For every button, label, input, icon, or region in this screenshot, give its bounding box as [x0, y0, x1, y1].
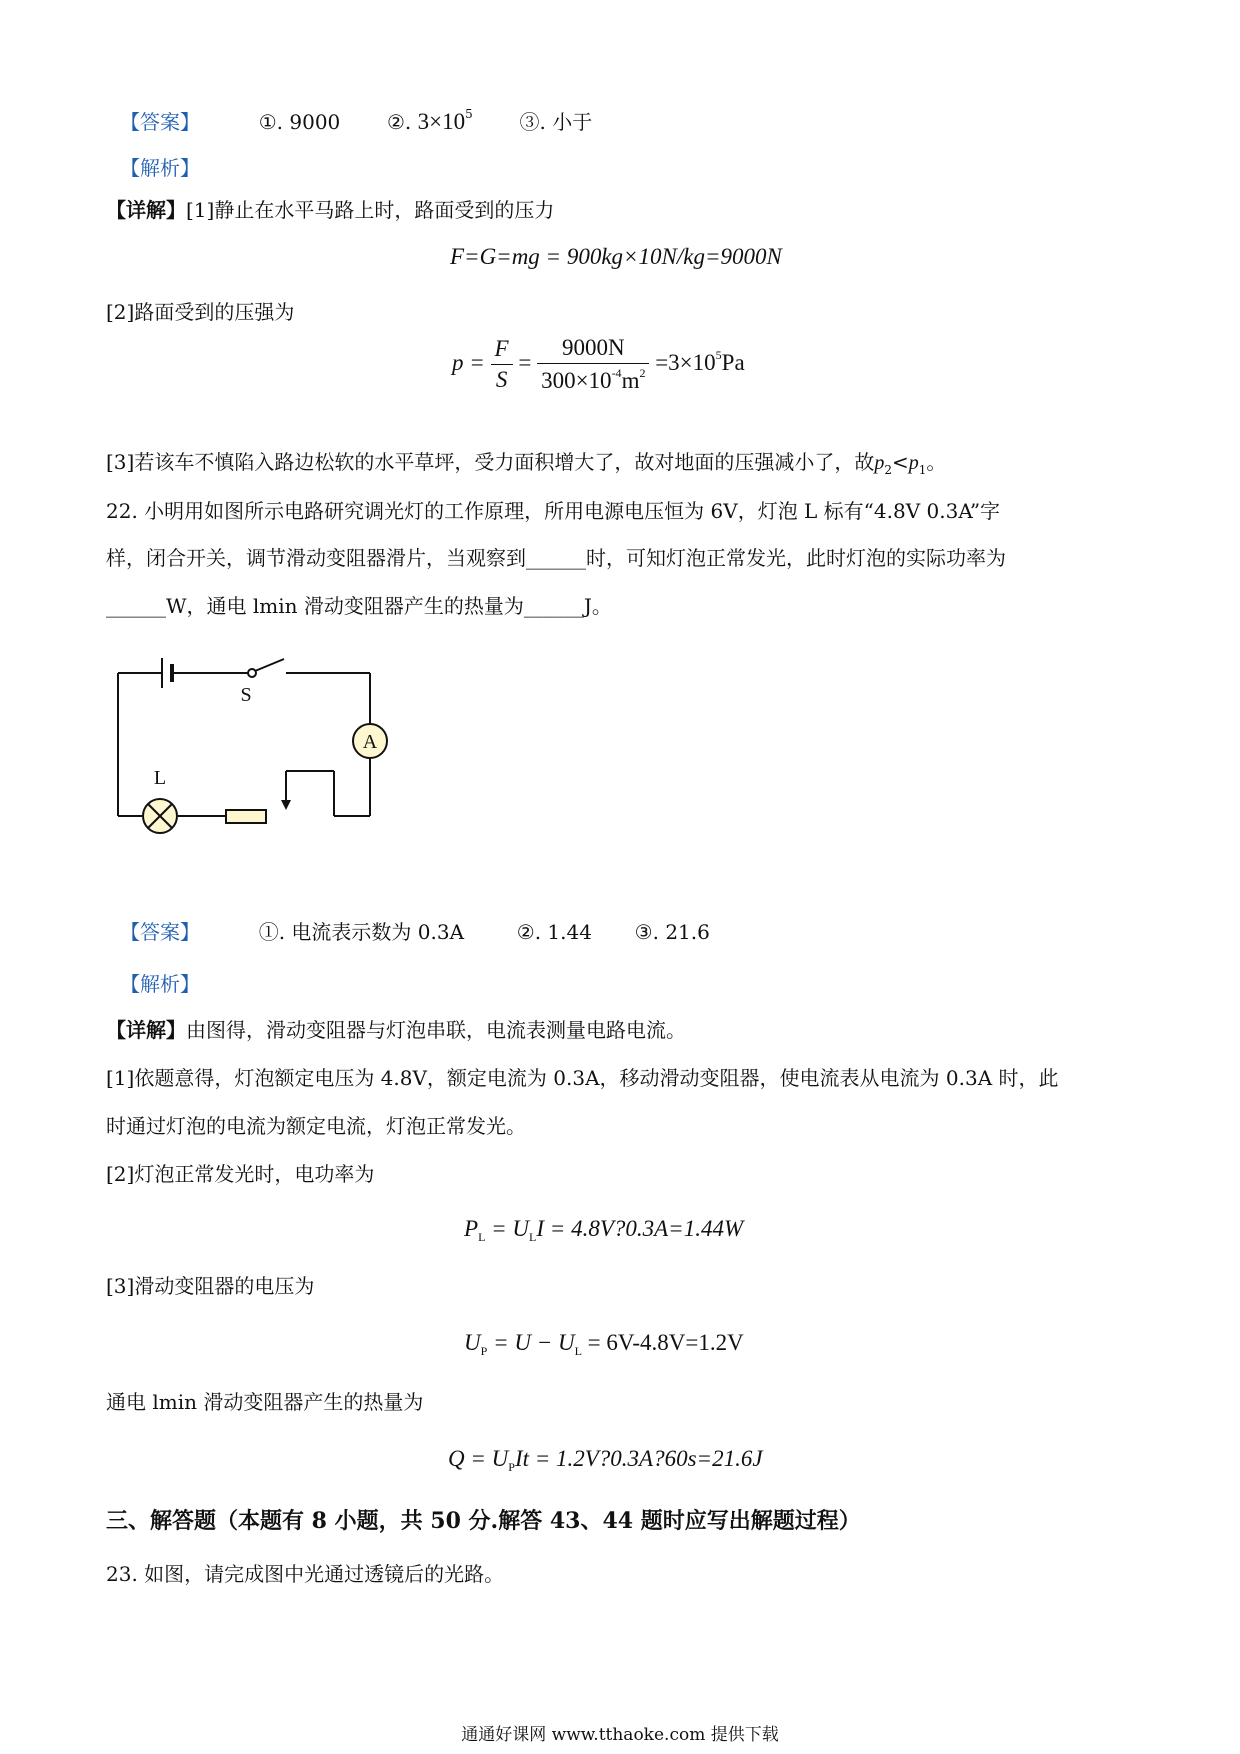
eq2-den-b: m	[621, 368, 640, 393]
q21-analysis-tag: 【解析】	[120, 156, 200, 180]
q22-equation-voltage	[464, 1330, 744, 1359]
eq3-mid: = U	[485, 1216, 530, 1241]
q22-analysis-tag: 【解析】	[120, 972, 200, 996]
answer-3: ③. 21.6	[634, 920, 710, 944]
eq2-den-exp: -4	[611, 366, 622, 380]
eq4-mid: = U − U	[487, 1330, 575, 1355]
lamp-label: L	[153, 767, 167, 789]
q22-line-3: ______W，通电 lmin 滑动变阻器产生的热量为______J。	[106, 594, 612, 618]
answer-1: ①. 电流表示数为 0.3A	[258, 920, 465, 944]
answer-2-exp: 5	[465, 107, 473, 121]
answer-2: ②. 1.44	[516, 920, 592, 944]
detail-1-text: [1]静止在水平马路上时，路面受到的压力	[186, 198, 555, 222]
eq2-den-exp2: 2	[639, 366, 646, 380]
answer-3: ③. 小于	[519, 110, 593, 134]
eq4-U-sub: P	[480, 1344, 488, 1358]
eq2-den-a: 300×10	[541, 368, 612, 393]
slider-arrow-icon	[281, 800, 291, 810]
detail-3-text: [3]若该车不慎陷入路边松软的水平草坪，受力面积增大了，故对地面的压强减小了，故	[106, 450, 875, 474]
eq2-num: 9000N	[537, 335, 649, 364]
q21-detail-2: [2]路面受到的压强为	[106, 300, 295, 324]
eq2-rhs-unit: Pa	[721, 349, 745, 375]
q22-detail-1a: [1]依题意得，灯泡额定电压为 4.8V，额定电流为 0.3A，移动滑动变阻器，使电流表从电流为 0.3A 时，此	[106, 1066, 1059, 1090]
p1-sub: 1	[918, 463, 927, 477]
q22-equation-power	[464, 1216, 743, 1245]
eq1-text: F=G=mg = 900kg×10N/kg=9000N	[450, 244, 782, 269]
q21-equation-pressure	[452, 335, 745, 394]
eq5-rest: It = 1.2V?0.3A?60s=21.6J	[514, 1446, 763, 1471]
eq2-frac-den: S	[495, 367, 508, 392]
eq5-sub: P	[508, 1460, 515, 1474]
answer-2-prefix: ②.	[386, 110, 418, 134]
rheostat-icon	[226, 810, 266, 823]
eq2-fraction-fs	[491, 336, 513, 393]
eq4-rest: = 6V-4.8V=1.2V	[581, 1330, 744, 1355]
eq2-lhs: p =	[452, 349, 485, 375]
q22-detail-2: [2]灯泡正常发光时，电功率为	[106, 1162, 375, 1186]
p1: p	[908, 452, 919, 474]
q22-detail-3: [3]滑动变阻器的电压为	[106, 1274, 315, 1298]
eq3-P: P	[464, 1216, 479, 1241]
answer-tag: 【答案】	[120, 110, 200, 134]
detail-0-text: 由图得，滑动变阻器与灯泡串联，电流表测量电路电流。	[186, 1018, 686, 1042]
eq2-frac-num: F	[491, 336, 513, 365]
eq4-U: U	[464, 1330, 481, 1355]
section-3-heading: 三、解答题（本题有 8 小题，共 50 分.解答 43、44 题时应写出解题过程）	[106, 1508, 861, 1534]
answer-tag: 【答案】	[120, 920, 200, 944]
q21-detail-1	[106, 196, 554, 224]
p2: p	[874, 452, 885, 474]
q22-line-1: 22. 小明用如图所示电路研究调光灯的工作原理，所用电源电压恒为 6V，灯泡 L 标有“4.8V 0.3A”字	[106, 499, 1001, 523]
detail-3-end: 。	[926, 450, 947, 474]
q22-line-2: 样，闭合开关，调节滑动变阻器滑片，当观察到______时，可知灯泡正常发光，此时灯泡的实际功率为	[106, 546, 1006, 570]
q22-answer-line	[120, 918, 710, 946]
eq2-rhs-exp: 5	[715, 347, 722, 362]
switch-label: S	[240, 684, 252, 706]
eq2-rhs: =3×10	[655, 349, 716, 375]
detail-tag: 【详解】	[106, 198, 186, 222]
q23-line-1: 23. 如图，请完成图中光通过透镜后的光路。	[106, 1562, 505, 1586]
q21-answer-line	[120, 100, 592, 136]
eq2-fraction-values	[537, 335, 649, 394]
q22-detail-1b: 时通过灯泡的电流为额定电流，灯泡正常发光。	[106, 1114, 526, 1138]
eq3-U-sub: L	[529, 1230, 537, 1244]
answer-2-base: 3×10	[417, 109, 466, 134]
q22-equation-heat	[448, 1446, 763, 1475]
q21-detail-3	[106, 448, 946, 484]
eq2-den	[537, 364, 649, 394]
switch-blade	[255, 659, 284, 671]
ammeter-label: A	[362, 731, 378, 753]
q21-equation-force	[450, 244, 782, 270]
eq4-U-sub2: L	[574, 1344, 582, 1358]
circuit-diagram	[100, 640, 400, 850]
answer-1: ①. 9000	[258, 110, 341, 134]
eq3-rest: I = 4.8V?0.3A=1.44W	[536, 1216, 744, 1241]
eq2-equals: =	[518, 349, 532, 375]
page-footer: 通通好课网 www.tthaoke.com 提供下载	[461, 1725, 779, 1745]
eq3-P-sub: L	[478, 1230, 486, 1244]
p2-sub: 2	[884, 463, 892, 477]
detail-tag: 【详解】	[106, 1018, 186, 1042]
q22-detail-4: 通电 lmin 滑动变阻器产生的热量为	[106, 1390, 424, 1414]
eq5-Q: Q = U	[448, 1446, 509, 1471]
less-than: <	[891, 450, 909, 474]
q22-detail-0	[106, 1016, 686, 1044]
